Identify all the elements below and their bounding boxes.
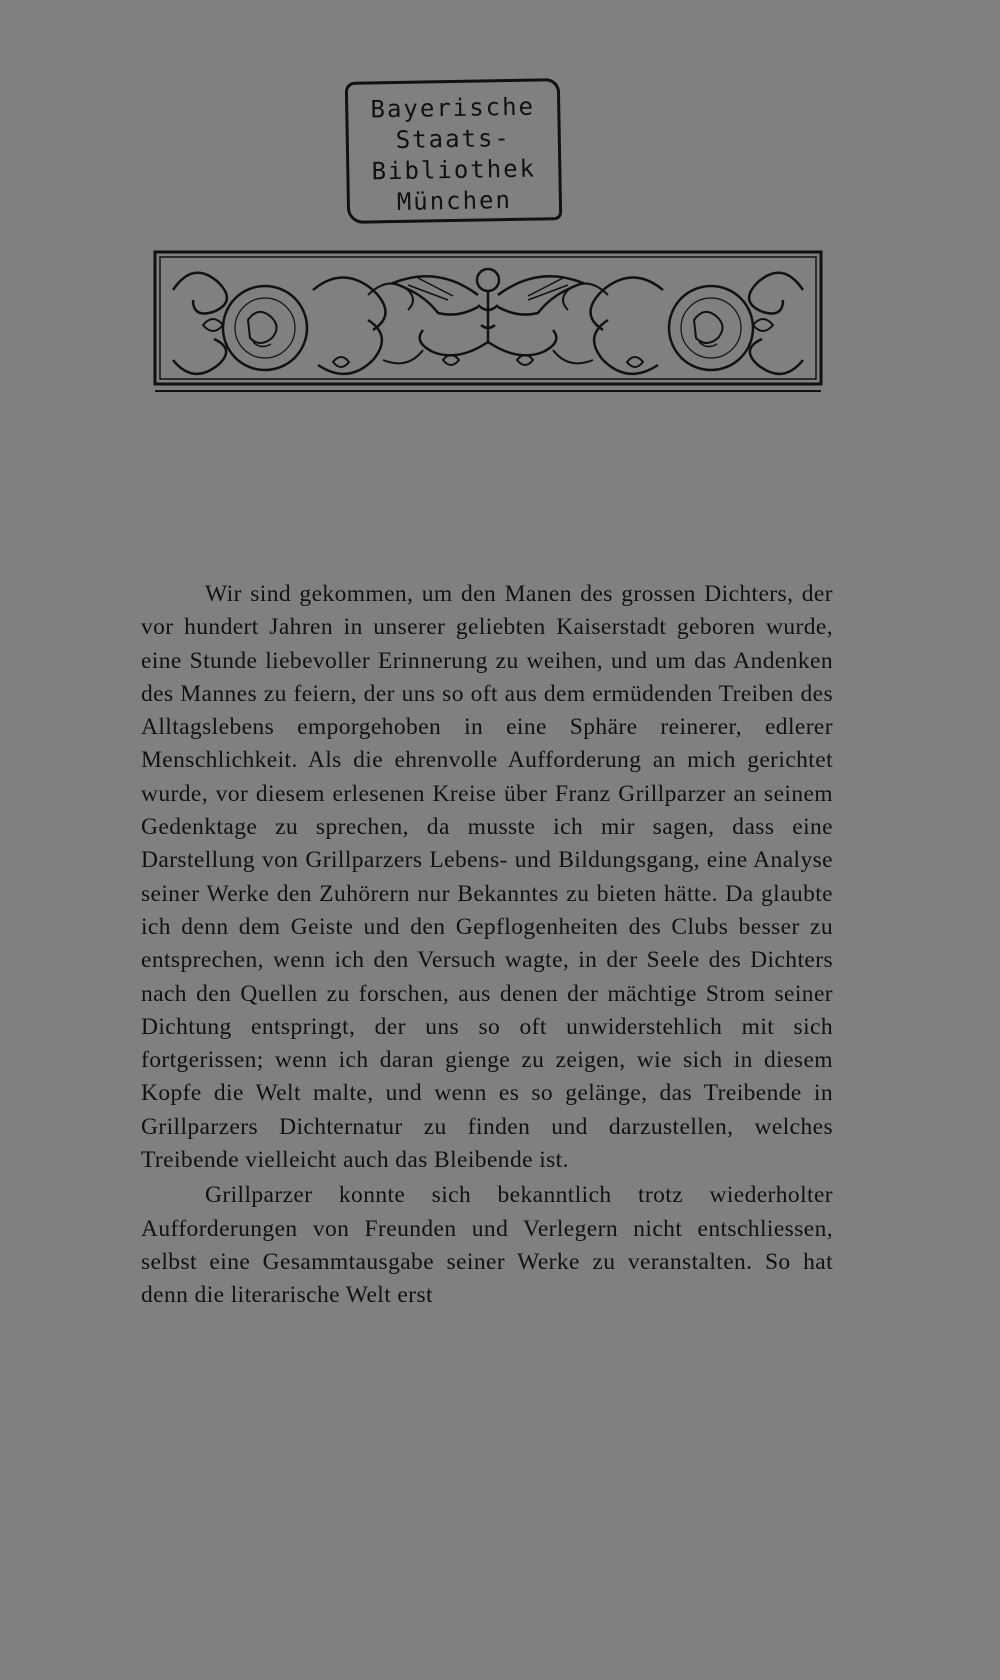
library-stamp [345, 78, 562, 224]
stamp-line: Staats- [395, 123, 512, 155]
decorative-headpiece [153, 250, 823, 395]
paragraph: Grillparzer konnte sich bekanntlich trotz wiederholter Aufforderungen von Freunden und Verlegern nicht entschliessen, selbst eine Gesammtausgabe seiner Werke zu veranstalten. So hat denn die literarische Welt erst [141, 1182, 833, 1309]
stamp-line: Bibliothek [371, 154, 537, 186]
stamp-line: München [396, 185, 513, 216]
body-text [141, 578, 833, 1313]
paragraph: Wir sind gekommen, um den Manen des grossen Dichters, der vor hundert Jahren in unserer geliebten Kaiserstadt geboren wurde, eine Stunde liebevoller Erinnerung zu weihen, und um das Andenken des Mannes zu feiern, der uns so oft aus dem ermüdenden Treiben des Alltagslebens emporgehoben in eine Sphäre reinerer, edlerer Menschlichkeit. Als die ehrenvolle Aufforderung an mich gerichtet wurde, vor diesem erlesenen Kreise über Franz Grillparzer an seinem Gedenktage zu sprechen, da musste ich mir sagen, dass eine Darstellung von Grillparzers Lebens- und Bildungsgang, eine Analyse seiner Werke den Zuhörern nur Bekanntes zu bieten hätte. Da glaubte ich denn dem Geiste und den Gepflogenheiten des Clubs besser zu entsprechen, wenn ich den Versuch wagte, in der Seele des Dichters nach den Quellen zu forschen, aus denen der mächtige Strom seiner Dichtung entspringt, der uns so oft unwiderstehlich mit sich fortgerissen; wenn ich daran gienge zu zeigen, wie sich in diesem Kopfe die Welt malte, und wenn es so gelänge, das Treibende in Grillparzers Dichternatur zu finden und darzustellen, welches Treibende vielleicht auch das Bleibende ist. [141, 581, 833, 1174]
stamp-line: Bayerische [370, 92, 536, 124]
